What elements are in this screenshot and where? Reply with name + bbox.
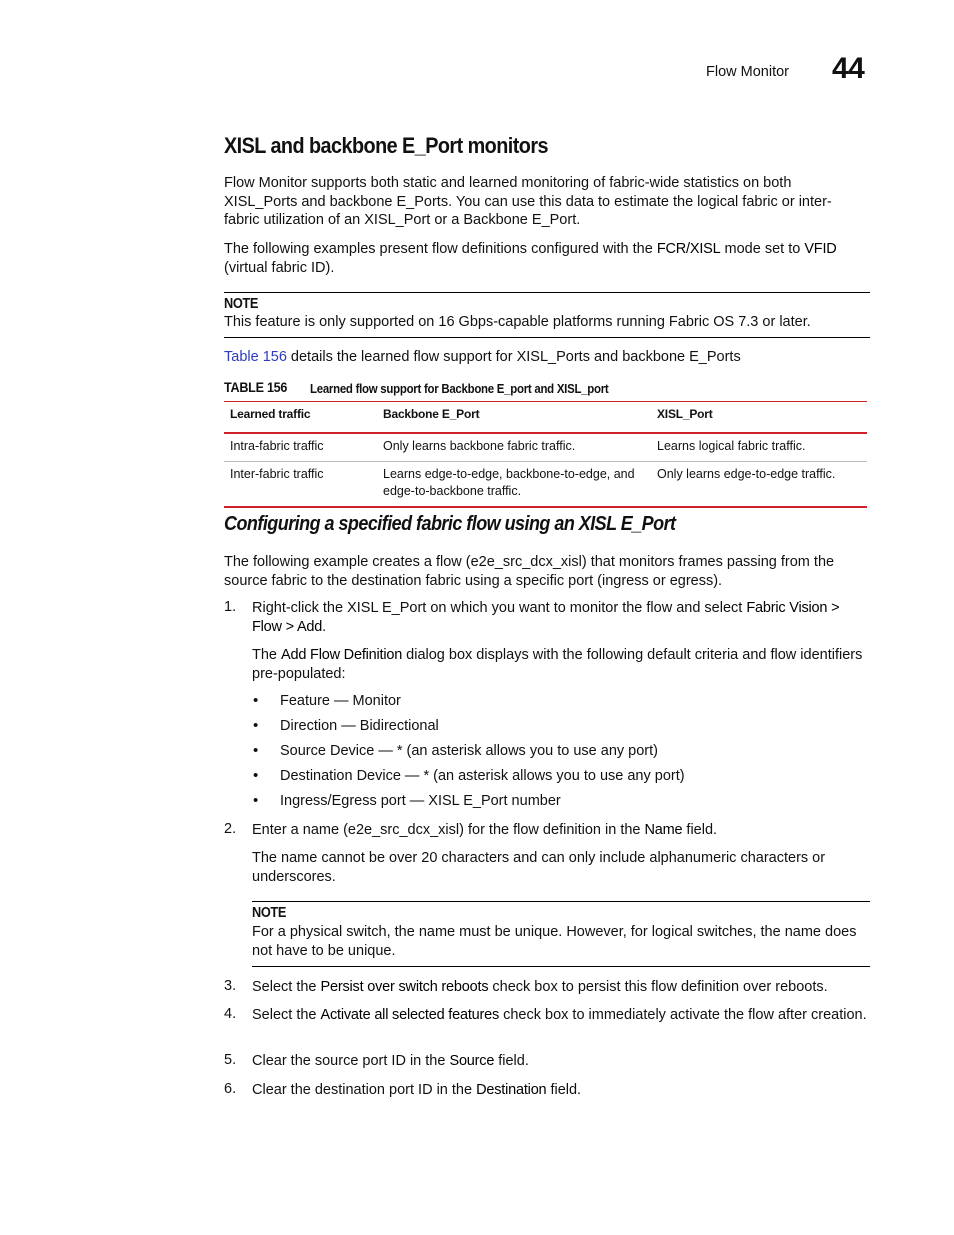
step-number: 6. [224,1081,237,1097]
table-caption [224,379,609,396]
field-name: Source [449,1053,495,1069]
chapter-number: 44 [832,52,865,85]
menu-path: Fabric Vision > Flow > Add [252,600,840,635]
note-title: NOTE [252,905,287,921]
table-header-row [224,402,867,434]
field-name: Name [644,822,683,838]
section-title: XISL and backbone E_Port monitors [224,133,548,158]
table-row [224,433,867,462]
intro-paragraph-2: The following examples present flow definitions configured with the FCR/XISL mode set to VFID (virtual fabric ID). [224,241,837,276]
step-number: 4. [224,1006,237,1022]
field-name: Destination [476,1082,547,1098]
step-number: 3. [224,978,237,994]
running-header-section: Flow Monitor [706,64,789,80]
learned-flow-table [224,401,867,508]
table-title: Learned flow support for Backbone E_port and XISL_port [310,381,609,396]
note-title: NOTE [224,296,259,312]
step-number: 1. [224,599,237,615]
table-reference: Table 156 details the learned flow support for XISL_Ports and backbone E_Ports [224,349,741,365]
dialog-name: Add Flow Definition [281,647,403,663]
step-number: 5. [224,1052,237,1068]
note-text: For a physical switch, the name must be unique. However, for logical switches, the name does not have to be unique. [252,924,857,959]
table-cell: Learns edge-to-edge, backbone-to-edge, and edge-to-backbone traffic. [377,462,651,508]
subsection-title: Configuring a specified fabric flow using an XISL E_Port [224,513,676,535]
checkbox-name: Persist over switch reboots [320,979,489,995]
table-link[interactable]: Table 156 [224,349,287,365]
fcr-xisl-term: FCR/XISL [656,241,721,257]
note-text: This feature is only supported on 16 Gbps-capable platforms running Fabric OS 7.3 or later. [224,314,811,330]
table-header-cell: Learned traffic [224,402,377,434]
vfid-term: VFID [804,241,837,257]
note-box-2 [252,901,870,967]
subsection-intro: The following example creates a flow (e2e_src_dcx_xisl) that monitors frames passing from the source fabric to the destination fabric using a specific port (ingress or egress). [224,554,835,589]
table-cell: Intra-fabric traffic [224,433,377,462]
table-header-cell: Backbone E_Port [377,402,651,434]
step-number: 2. [224,821,237,837]
table-header-cell: XISL_Port [651,402,867,434]
intro-paragraph-1: Flow Monitor supports both static and learned monitoring of fabric-wide statistics on both XISL_Ports and backbone E_Ports. You can use this data to estimate the logical fabric or inter-fabric utilization of an XISL_Port or a Backbone E_Port. [224,175,832,228]
table-row [224,462,867,508]
table-cell: Learns logical fabric traffic. [651,433,867,462]
note-box [224,292,870,338]
checkbox-name: Activate all selected features [320,1007,500,1023]
table-label: TABLE 156 [224,379,288,395]
table-cell: Inter-fabric traffic [224,462,377,508]
table-cell: Only learns edge-to-edge traffic. [651,462,867,508]
table-cell: Only learns backbone fabric traffic. [377,433,651,462]
